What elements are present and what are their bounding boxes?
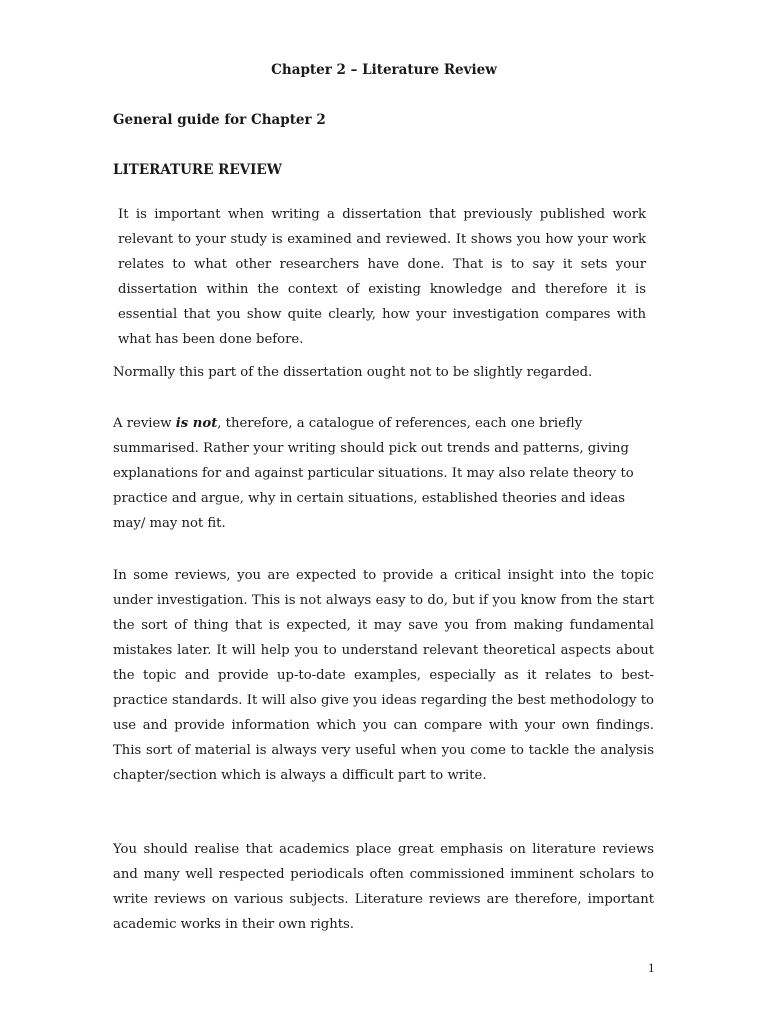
chapter-title: Chapter 2 – Literature Review (271, 62, 497, 78)
paragraph-intro: It is important when writing a dissertation that previously published work relevant to your study is examined and reviewed. It shows you how your work relates to what other researchers have done. That is to say it sets your dissertation within the context of existing knowledge and therefore it is essential that you show quite clearly, how your investigation compares with what has been done before. (118, 207, 646, 347)
section-heading: LITERATURE REVIEW (113, 162, 282, 178)
paragraph-review-definition (113, 411, 641, 536)
emphasis-is-not: is not (175, 416, 218, 431)
paragraph-normally: Normally this part of the dissertation ought not to be slightly regarded. (113, 365, 593, 380)
paragraph-academics: You should realise that academics place great emphasis on literature reviews and many well respected periodicals often commissioned imminent scholars to write reviews on various subjects. Literature reviews are therefore, important academic works in their own rights. (113, 842, 654, 932)
paragraph-text-after: , therefore, a catalogue of references, each one briefly summarised. Rather your writing should pick out trends and patterns, giving explanations for and against particular situations. It may also relate theory to practice and argue, why in certain situations, established theories and ideas may/ may not fit. (113, 416, 634, 531)
paragraph-text-before: A review (113, 416, 176, 431)
guide-heading: General guide for Chapter 2 (113, 112, 326, 128)
paragraph-critical-insight: In some reviews, you are expected to provide a critical insight into the topic under investigation. This is not always easy to do, but if you know from the start the sort of thing that is expected, it may save you from making fundamental mistakes later. It will help you to understand relevant theoretical aspects about the topic and provide up-to-date examples, especially as it relates to best-practice standards. It will also give you ideas regarding the best methodology to use and provide information which you can compare with your own findings. This sort of material is always very useful when you come to tackle the analysis chapter/section which is always a difficult part to write. (113, 568, 654, 783)
page-number: 1 (648, 960, 655, 975)
